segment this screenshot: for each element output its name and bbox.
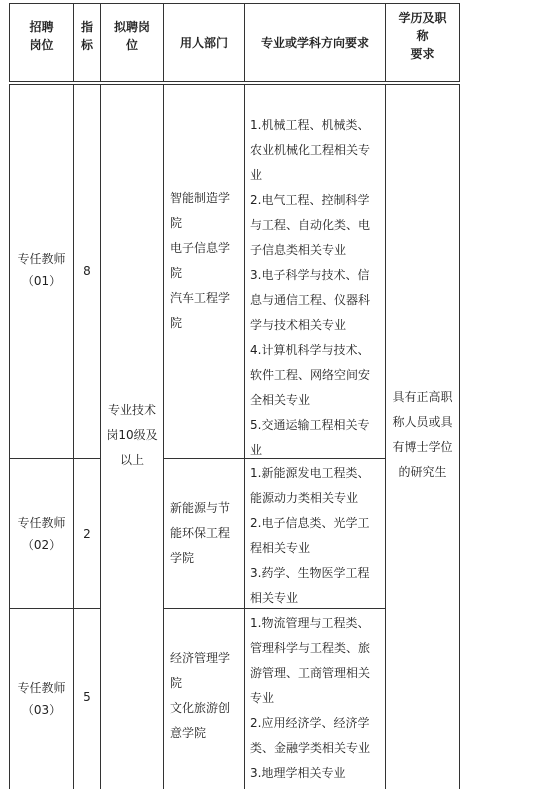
row3-major-line: 3.地理学相关专业 xyxy=(250,766,346,780)
row2-major xyxy=(250,461,385,611)
row2-department xyxy=(170,496,244,571)
grade-line: 以上 xyxy=(119,453,144,467)
grade-line: 专业技术 xyxy=(107,403,156,417)
header-education-line: 学历及职 xyxy=(398,11,447,25)
education-line: 的研究生 xyxy=(398,465,447,479)
header-quota-line: 指 xyxy=(80,20,93,34)
header-grade-line: 拟聘岗 xyxy=(113,20,150,34)
grade-line: 岗10级及 xyxy=(106,428,158,442)
row1-major-line: 业 xyxy=(250,443,263,457)
row1-department-line: 院 xyxy=(170,266,183,280)
header-position xyxy=(10,18,73,54)
row1-major-line: 农业机械化工程相关专 xyxy=(250,143,371,157)
row1-major-line: 全相关专业 xyxy=(250,393,311,407)
row1-position xyxy=(10,248,73,292)
row1-department-line: 电子信息学 xyxy=(170,241,231,255)
header-education xyxy=(386,9,459,63)
row1-major-line: 3.电子科学与技术、信 xyxy=(250,268,370,282)
row3-major-line: 2.应用经济学、经济学 xyxy=(250,716,370,730)
row1-major-line: 2.电气工程、控制科学 xyxy=(250,193,370,207)
row1-major-line: 子信息类相关专业 xyxy=(250,243,347,257)
row3-position-line: 专任教师 xyxy=(17,681,66,695)
row3-department-line: 意学院 xyxy=(170,726,207,740)
row1-department-line: 智能制造学 xyxy=(170,191,231,205)
row1-department xyxy=(170,186,244,336)
header-major: 专业或学科方向要求 xyxy=(260,36,369,50)
row3-major-line: 类、金融学类相关专业 xyxy=(250,741,371,755)
row3-major-line: 游管理、工商管理相关 xyxy=(250,666,371,680)
row3-position-line: （03） xyxy=(21,703,62,717)
header-education-line: 要求 xyxy=(410,47,435,61)
row2-department-line: 能环保工程 xyxy=(170,526,231,540)
education-line: 称人员或具 xyxy=(392,415,453,429)
row2-department-line: 新能源与节 xyxy=(170,501,231,515)
row2-major-line: 相关专业 xyxy=(250,591,299,605)
row3-department-line: 文化旅游创 xyxy=(170,701,231,715)
education-line: 有博士学位 xyxy=(392,440,453,454)
row1-department-line: 院 xyxy=(170,216,183,230)
row1-major-line: 与工程、自动化类、电 xyxy=(250,218,371,232)
row2-position-line: （02） xyxy=(21,538,62,552)
row1-department-line: 院 xyxy=(170,316,183,330)
row2-quota: 2 xyxy=(83,527,91,541)
header-grade xyxy=(101,18,163,54)
row3-position xyxy=(10,677,73,721)
header-position-line: 招聘 xyxy=(29,20,54,34)
header-quota xyxy=(74,18,100,54)
row1-position-line: 专任教师 xyxy=(17,252,66,266)
row2-major-line: 1.新能源发电工程类、 xyxy=(250,466,370,480)
row1-major xyxy=(250,113,385,463)
header-education-line: 称 xyxy=(416,29,429,43)
row1-major-line: 1.机械工程、机械类、 xyxy=(250,118,370,132)
row3-major-line: 管理科学与工程类、旅 xyxy=(250,641,371,655)
row1-quota: 8 xyxy=(83,264,91,278)
header-grade-line: 位 xyxy=(125,38,138,52)
education-line: 具有正高职 xyxy=(392,390,453,404)
header-position-line: 岗位 xyxy=(29,38,54,52)
row1-major-line: 息与通信工程、仪器科 xyxy=(250,293,371,307)
row2-position-line: 专任教师 xyxy=(17,516,66,530)
row1-department-line: 汽车工程学 xyxy=(170,291,231,305)
row2-major-line: 2.电子信息类、光学工 xyxy=(250,516,370,530)
row3-quota: 5 xyxy=(83,690,91,704)
row3-major-line: 专业 xyxy=(250,691,275,705)
row3-major xyxy=(250,611,385,786)
shared-grade xyxy=(101,398,163,473)
row3-department-line: 院 xyxy=(170,676,183,690)
row1-major-line: 业 xyxy=(250,168,263,182)
header-department: 用人部门 xyxy=(179,36,228,50)
row1-major-line: 5.交通运输工程相关专 xyxy=(250,418,370,432)
header-quota-line: 标 xyxy=(80,38,93,52)
row3-department-line: 经济管理学 xyxy=(170,651,231,665)
row1-major-line: 4.计算机科学与技术、 xyxy=(250,343,370,357)
row3-department xyxy=(170,646,244,746)
row1-major-line: 软件工程、网络空间安 xyxy=(250,368,371,382)
row2-position xyxy=(10,512,73,556)
shared-education xyxy=(386,385,459,485)
row1-major-line: 学与技术相关专业 xyxy=(250,318,347,332)
row2-major-line: 程相关专业 xyxy=(250,541,311,555)
row2-major-line: 3.药学、生物医学工程 xyxy=(250,566,370,580)
row3-major-line: 1.物流管理与工程类、 xyxy=(250,616,370,630)
row1-position-line: （01） xyxy=(21,274,62,288)
row2-department-line: 学院 xyxy=(170,551,195,565)
row2-major-line: 能源动力类相关专业 xyxy=(250,491,359,505)
